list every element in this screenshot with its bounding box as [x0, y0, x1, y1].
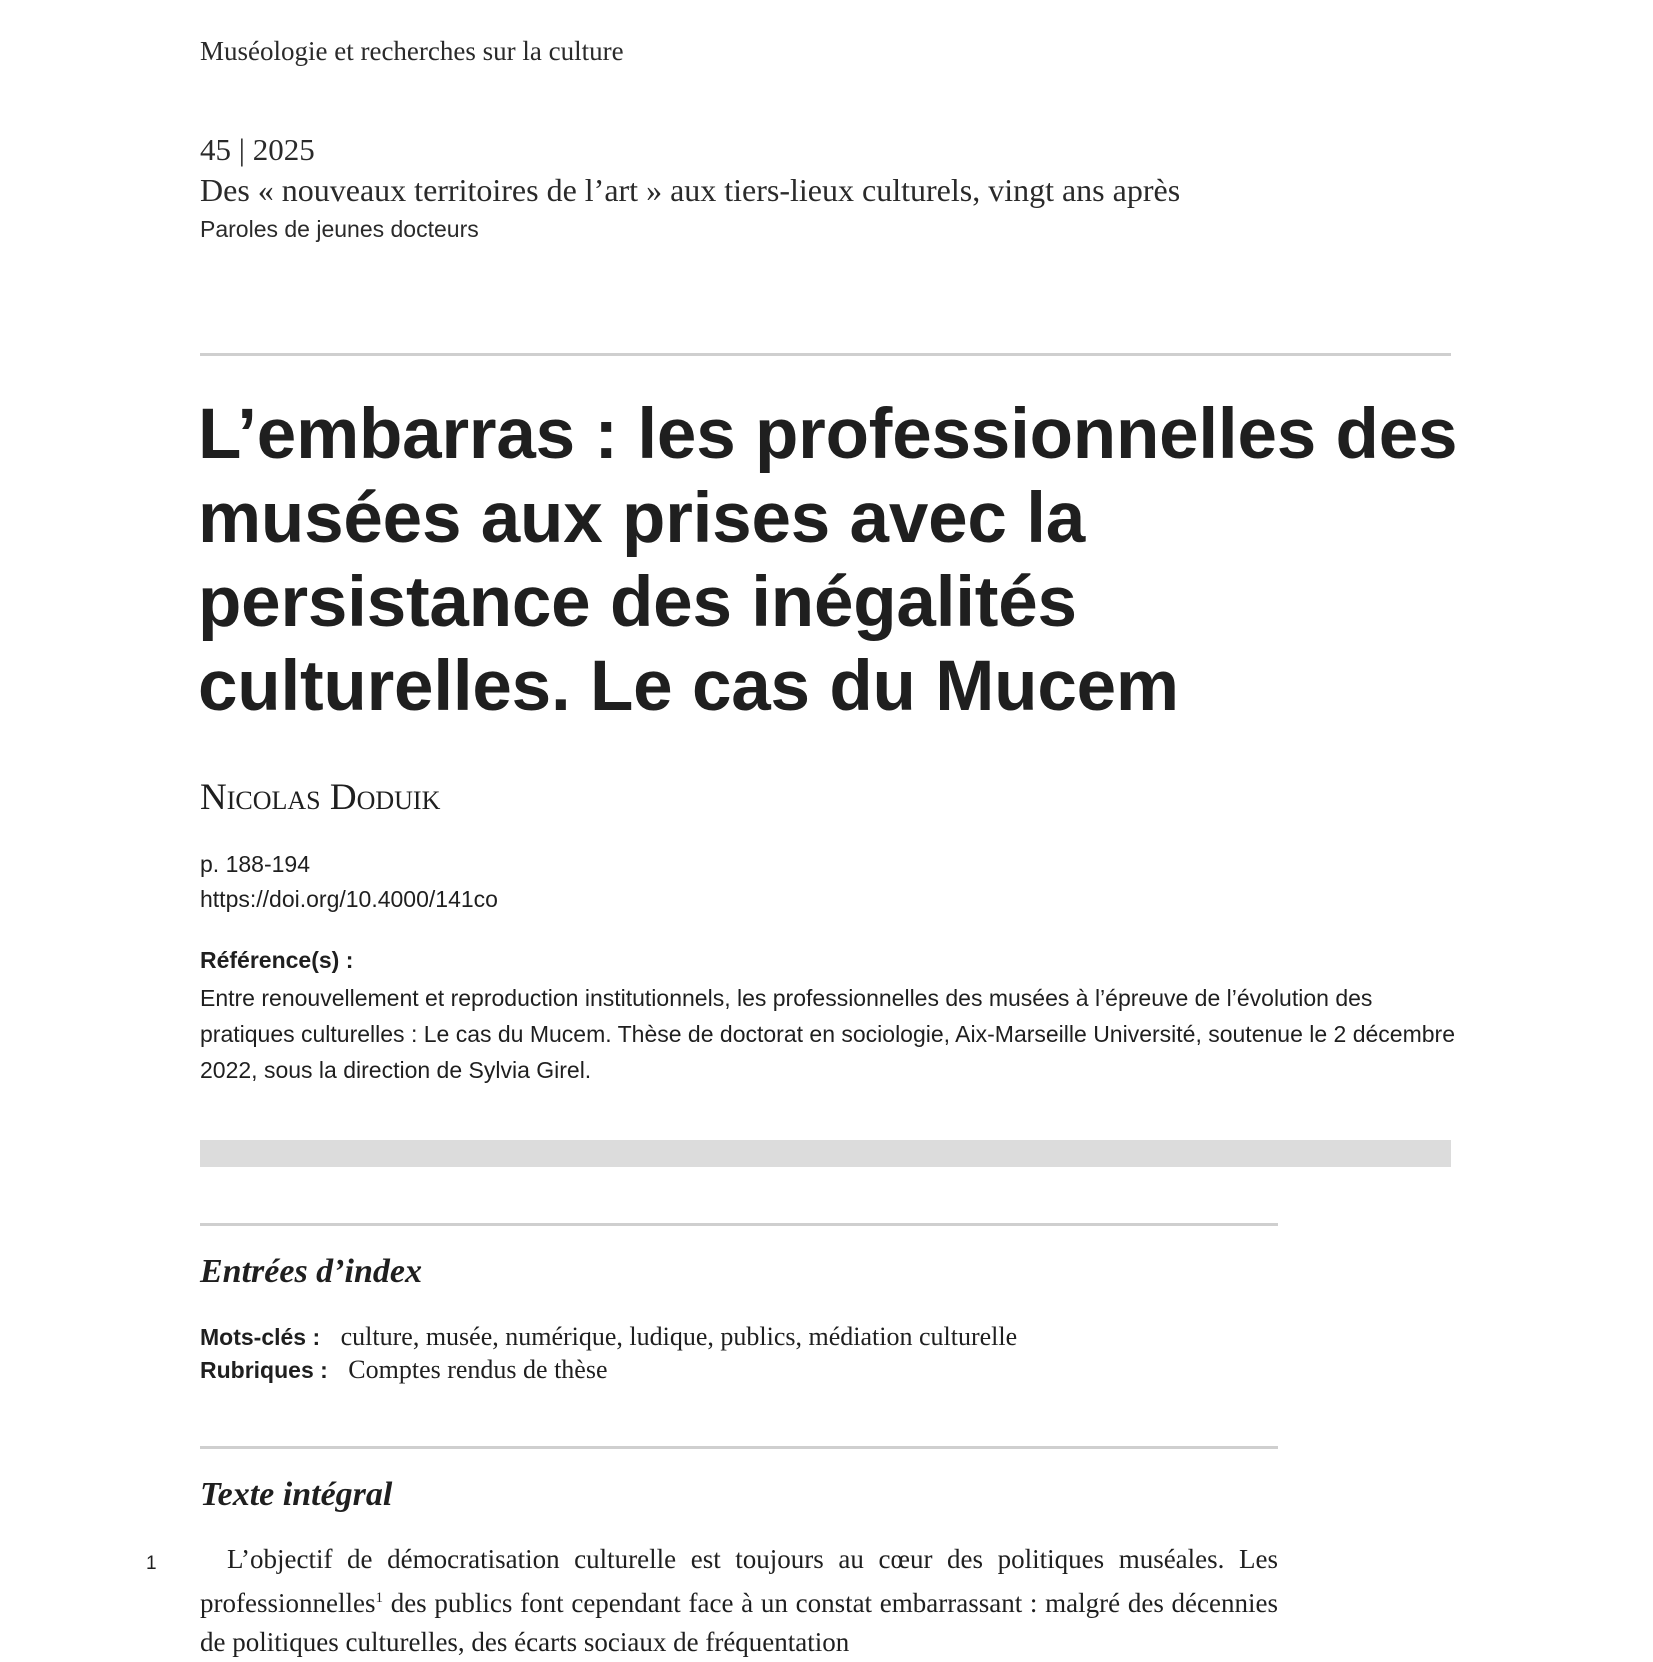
body-text-part1: L’objectif de démocratisation culturelle est toujours au cœur des politiques muséales. Les professionnelles [200, 1544, 1278, 1618]
title-divider [200, 353, 1451, 356]
reference-text: Entre renouvellement et reproduction institutionnels, les professionnelles des musées à l’épreuve de l’évolution des pratiques culturelles : Le cas du Mucem. Thèse de doctorat en sociologie, Aix-Marseille Université, soutenue le 2 décembre 2022, sous la direction de Sylvia Girel. [200, 985, 1456, 1083]
rubriques-row [200, 1355, 608, 1385]
journal-name: Muséologie et recherches sur la culture [200, 36, 624, 66]
rubriques-label: Rubriques : [200, 1357, 328, 1383]
rubriques-value[interactable]: Comptes rendus de thèse [348, 1355, 608, 1384]
fulltext-divider [200, 1446, 1278, 1449]
keywords-value[interactable]: culture, musée, numérique, ludique, publics, médiation culturelle [340, 1322, 1018, 1351]
article-title: L’embarras : les professionnelles des musées aux prises avec la persistance des inégalités culturelles. Le cas du Mucem [198, 395, 1458, 726]
page-range: p. 188-194 [200, 851, 310, 877]
doi-link[interactable]: https://doi.org/10.4000/141co [200, 886, 498, 912]
body-paragraph [200, 1540, 1278, 1662]
article-author: Nicolas Doduik [200, 777, 441, 818]
index-heading: Entrées d’index [200, 1253, 422, 1290]
separator-bar [200, 1140, 1451, 1167]
paragraph-number: 1 [146, 1553, 157, 1574]
reference-label: Référence(s) : [200, 947, 354, 973]
fulltext-heading: Texte intégral [200, 1476, 393, 1513]
keywords-row [200, 1322, 1017, 1352]
body-text-part2: des publics font cependant face à un constat embarrassant : malgré des décennies de politiques culturelles, des écarts sociaux de fréquentation [200, 1588, 1278, 1657]
section-name: Paroles de jeunes docteurs [200, 216, 479, 242]
keywords-label: Mots-clés : [200, 1324, 321, 1350]
issue-number: 45 | 2025 [200, 132, 315, 167]
footnote-ref[interactable]: 1 [375, 1590, 383, 1606]
issue-title: Des « nouveaux territoires de l’art » aux tiers-lieux culturels, vingt ans après [200, 172, 1181, 208]
index-divider [200, 1223, 1278, 1226]
